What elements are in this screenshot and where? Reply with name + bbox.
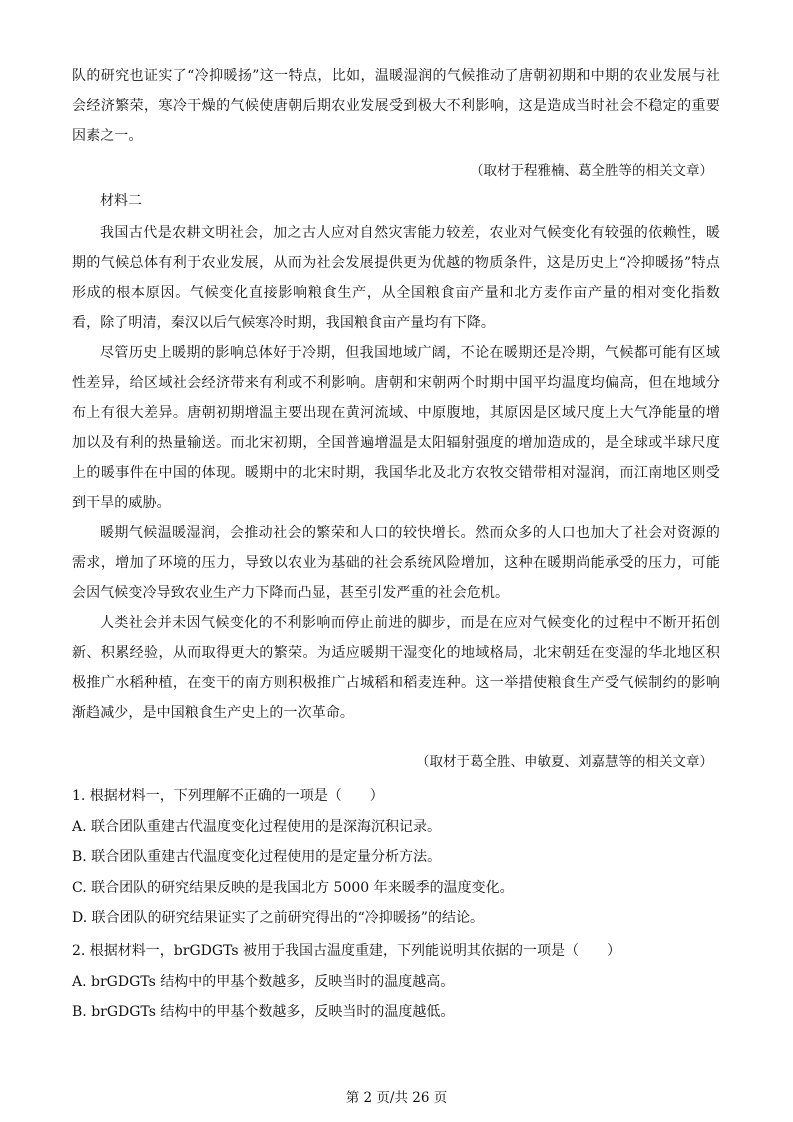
question-2-stem: 2. 根据材料一，brGDGTs 被用于我国古温度重建，下列能说明其依据的一项是（ ） bbox=[72, 943, 622, 959]
material-two-paragraph-2: 尽管历史上暖期的影响总体好于冷期，但我国地域广阔，不论在暖期还是冷期，气候都可能有区域性差异，给区域社会经济带来有利或不利影响。唐朝和宋朝两个时期中国平均温度均偏高，但在地域分布上有很大差异。唐朝初期增温主要出现在黄河流域、中原腹地，其原因是区域尺度上大气净能量的增加以及有利的热量输送。而北宋初期，全国普遍增温是太阳辐射强度的增加造成的，是全球或半球尺度上的暖事件在中国的体现。暖期中的北宋时期，我国华北及北方农牧交错带相对湿润，而江南地区则受到干旱的威胁。 bbox=[72, 345, 720, 511]
material-one-paragraph-tail: 队的研究也证实了“冷抑暖扬”这一特点，比如，温暖湿润的气候推动了唐朝初期和中期的农业发展与社会经济繁荣，寒冷干燥的气候使唐朝后期农业发展受到极大不利影响，这是造成当时社会不稳定的重要因素之一。 bbox=[72, 68, 720, 144]
question-1-option-a: A. 联合团队重建古代温度变化过程使用的是深海沉积记录。 bbox=[72, 819, 442, 835]
question-1-option-d: D. 联合团队的研究结果证实了之前研究得出的“冷抑暖扬”的结论。 bbox=[72, 910, 484, 926]
material-two-paragraph-3: 暖期气候温暖湿润，会推动社会的繁荣和人口的较快增长。然而众多的人口也加大了社会对资源的需求，增加了环境的压力，导致以农业为基础的社会系统风险增加，这种在暖期尚能承受的压力，可能会因气候变冷导致农业生产力下降而凸显，甚至引发严重的社会危机。 bbox=[72, 525, 720, 601]
question-1-option-c: C. 联合团队的研究结果反映的是我国北方 5000 年来暖季的温度变化。 bbox=[72, 880, 514, 896]
material-two-source: （取材于葛全胜、申敏夏、刘嘉慧等的相关文章） bbox=[416, 754, 713, 770]
question-2-option-b: B. brGDGTs 结构中的甲基个数越多，反映当时的温度越低。 bbox=[72, 1004, 455, 1020]
material-two-body bbox=[72, 218, 720, 728]
material-two-heading: 材料二 bbox=[100, 193, 142, 209]
question-2-option-a: A. brGDGTs 结构中的甲基个数越多，反映当时的温度越高。 bbox=[72, 974, 455, 990]
material-two-paragraph-1: 我国古代是农耕文明社会，加之古人应对自然灾害能力较差，农业对气候变化有较强的依赖性，暖期的气候总体有利于农业发展，从而为社会发展提供更为优越的物质条件，这是历史上“冷抑暖扬”特点形成的根本原因。气候变化直接影响粮食生产，从全国粮食亩产量和北方麦作亩产量的相对变化指数看，除了明清，秦汉以后气候寒冷时期，我国粮食亩产量均有下降。 bbox=[72, 225, 720, 331]
question-1-option-b: B. 联合团队重建古代温度变化过程使用的是定量分析方法。 bbox=[72, 849, 442, 865]
material-one-tail bbox=[72, 61, 720, 151]
material-two-paragraph-4: 人类社会并未因气候变化的不利影响而停止前进的脚步，而是在应对气候变化的过程中不断开拓创新、积累经验，从而取得更大的繁荣。为适应暖期干湿变化的地域格局，北宋朝廷在变湿的华北地区积极推广水稻种植，在变干的南方则积极推广占城稻和稻麦连种。这一举措使粮食生产受气候制约的影响渐趋减少，是中国粮食生产史上的一次革命。 bbox=[72, 615, 720, 721]
page-footer: 第 2 页/共 26 页 bbox=[345, 1090, 448, 1106]
question-1-stem: 1. 根据材料一，下列理解不正确的一项是（ ） bbox=[72, 788, 384, 804]
material-one-source: （取材于程雅楠、葛全胜等的相关文章） bbox=[470, 163, 713, 179]
